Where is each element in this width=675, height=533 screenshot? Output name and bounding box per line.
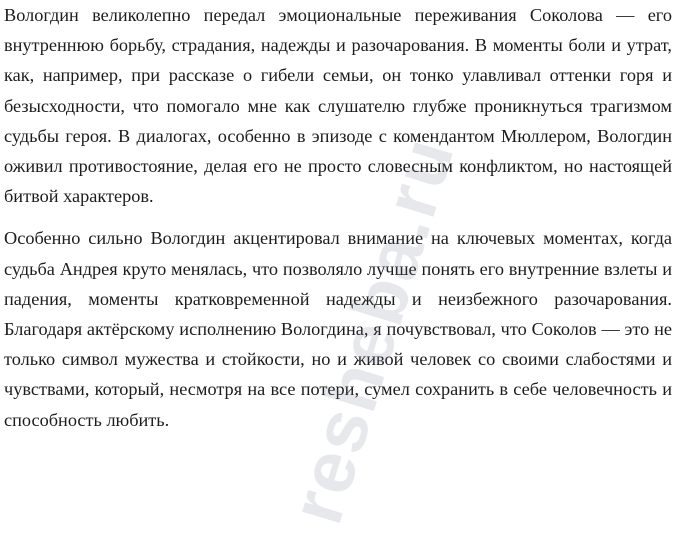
watermark: resheba.ru bbox=[274, 127, 470, 533]
document-body bbox=[4, 0, 672, 435]
paragraph-1: Вологдин великолепно передал эмоциональные переживания Соколова — его внутреннюю борьбу, страдания, надежды и разочарования. В моменты боли и утрат, как, например, при рассказе о гибели семьи, он тонко улавливал оттенки горя и безысходности, что помогало мне как слушателю глубже проникнуться трагизмом судьбы героя. В диалогах, особенно в эпизоде с комендантом Мюллером, Вологдин оживил противостояние, делая его не просто словесным конфликтом, но настоящей битвой характеров. bbox=[4, 5, 672, 207]
paragraph-2: Особенно сильно Вологдин акцентировал внимание на ключевых моментах, когда судьба Андрея круто менялась, что позволяло лучше понять его внутренние взлеты и падения, моменты кратковременной надежды и неизбежного разочарования. Благодаря актёрскому исполнению Вологдина, я почувствовал, что Соколов — это не только символ мужества и стойкости, но и живой человек со своими слабостями и чувствами, который, несмотря на все потери, сумел сохранить в себе человечность и способность любить. bbox=[4, 228, 672, 430]
